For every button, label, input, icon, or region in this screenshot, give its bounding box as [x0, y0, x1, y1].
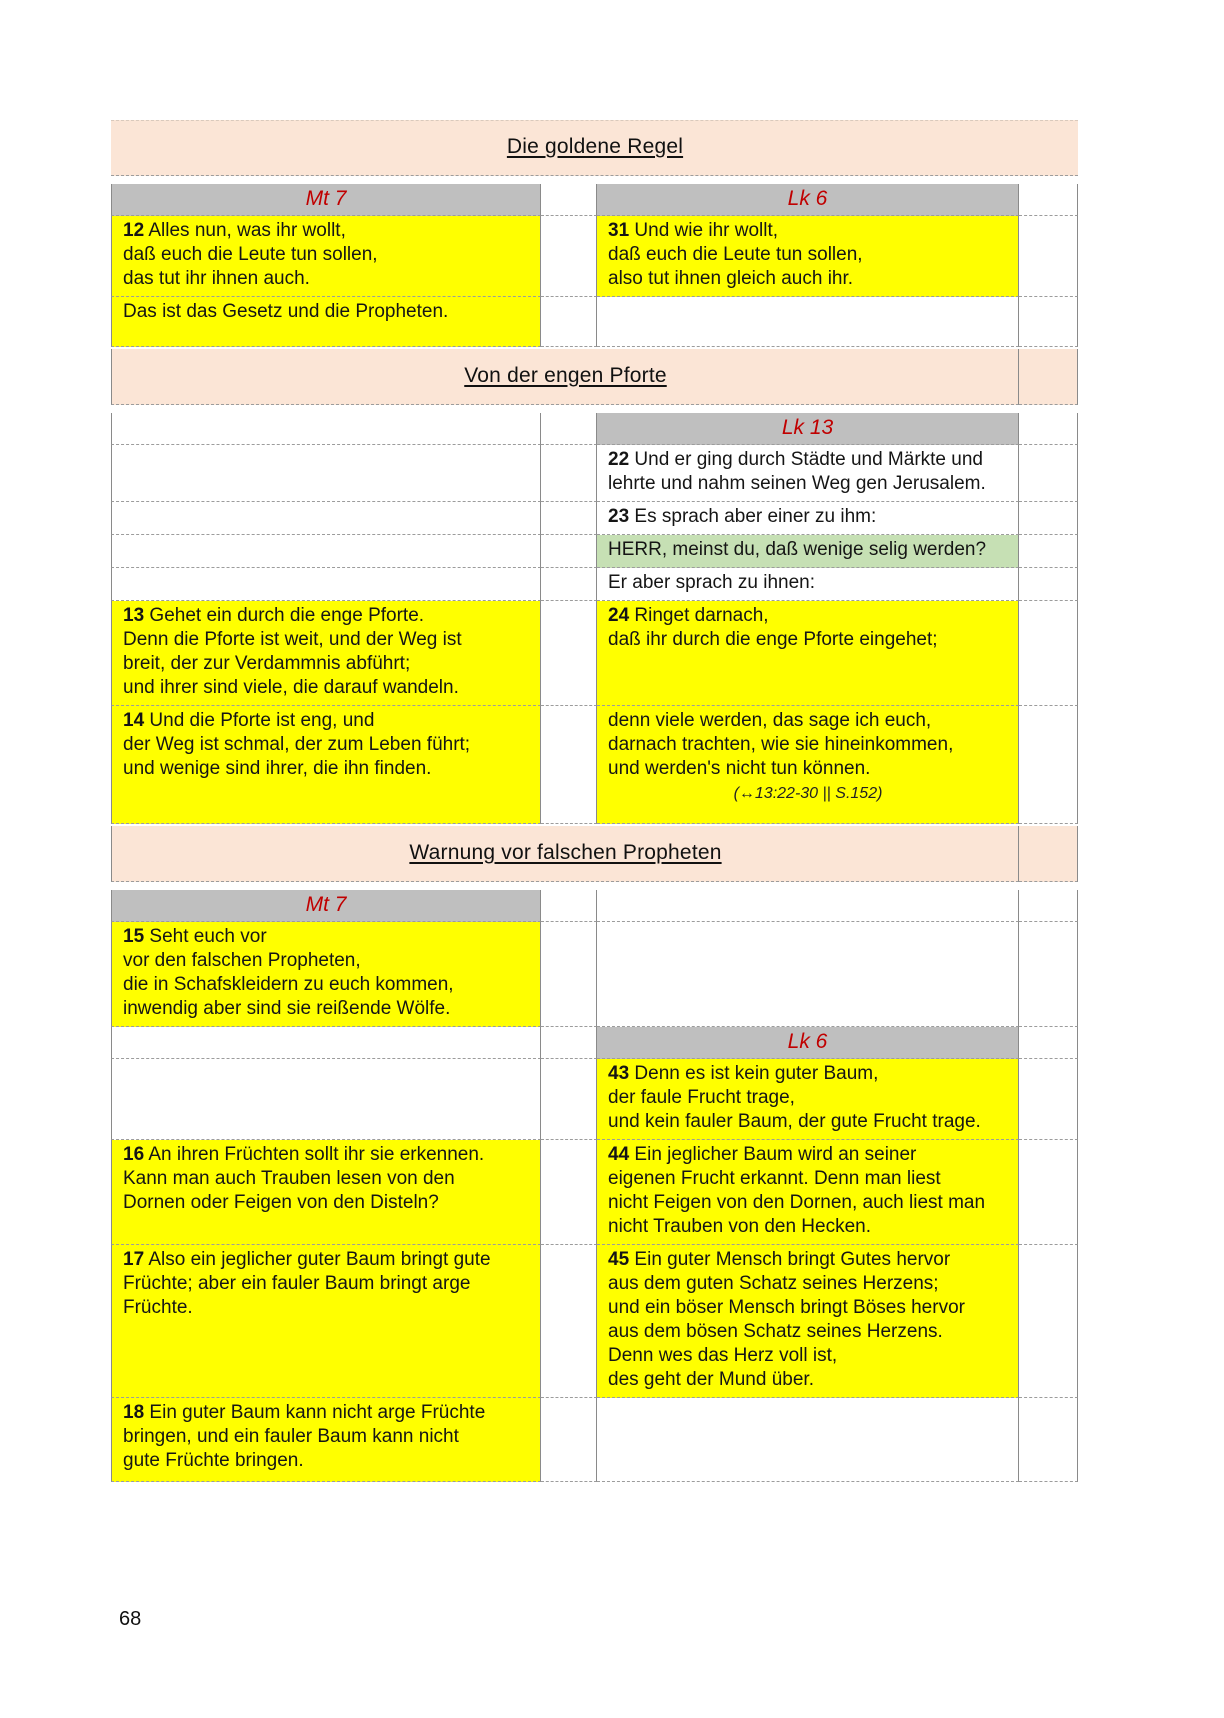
verse-line: [608, 1215, 1008, 1239]
section-title-band: [111, 120, 1078, 176]
verse-text: Denn die Pforte ist weit, und der Weg ist: [123, 629, 462, 650]
verse-line: [123, 1449, 530, 1473]
verse-number: 13: [123, 605, 145, 626]
verse-line: [123, 1296, 530, 1320]
gap-cell: [541, 1398, 597, 1482]
gap-cell: [541, 890, 597, 922]
verse-text: Und wie ihr wollt,: [634, 220, 779, 241]
verse-line: [123, 1272, 530, 1296]
margin-cell: [1019, 184, 1078, 216]
verse-line: [123, 1401, 530, 1425]
margin-cell: [1019, 568, 1078, 601]
verse-text: Ein guter Baum kann nicht arge Früchte: [149, 1402, 486, 1423]
table-row: [111, 413, 1078, 445]
verse-text: Früchte; aber ein fauler Baum bringt arge: [123, 1273, 471, 1294]
verse-line: [608, 571, 1008, 595]
verse-text: Denn wes das Herz voll ist,: [608, 1345, 838, 1366]
verse-text: aus dem guten Schatz seines Herzens;: [608, 1273, 939, 1294]
margin-cell: [1019, 216, 1078, 297]
margin-cell: [1019, 1398, 1078, 1482]
verse-line: [608, 1143, 1008, 1167]
empty-cell: [111, 568, 541, 601]
verse-text: des geht der Mund über.: [608, 1369, 814, 1390]
empty-cell: [111, 1059, 541, 1140]
verse-line: [608, 505, 1008, 529]
verse-cell: [597, 568, 1019, 601]
verse-text: Gehet ein durch die enge Pforte.: [149, 605, 425, 626]
table-row: [111, 1059, 1078, 1140]
verse-line: [123, 949, 530, 973]
verse-line: [123, 604, 530, 628]
verse-text: eigenen Frucht erkannt. Denn man liest: [608, 1168, 941, 1189]
verse-cell: [597, 706, 1019, 824]
verse-line: [123, 628, 530, 652]
verse-line: [608, 1248, 1008, 1272]
verse-text: denn viele werden, das sage ich euch,: [608, 710, 932, 731]
verse-text: darnach trachten, wie sie hineinkommen,: [608, 734, 954, 755]
empty-cell: [111, 535, 541, 568]
empty-cell: [597, 1398, 1019, 1482]
verse-line: [608, 1086, 1008, 1110]
verse-text: Dornen oder Feigen von den Disteln?: [123, 1192, 439, 1213]
verse-number: 15: [123, 926, 145, 947]
verse-number: 44: [608, 1144, 630, 1165]
verse-number: 31: [608, 220, 630, 241]
verse-line: [608, 1062, 1008, 1086]
verse-text: daß ihr durch die enge Pforte eingehet;: [608, 629, 938, 650]
verse-line: [123, 676, 530, 700]
verse-line: [608, 1368, 1008, 1392]
verse-cell: [111, 1140, 541, 1245]
section-title: Von der engen Pforte: [464, 363, 667, 387]
verse-text: Das ist das Gesetz und die Propheten.: [123, 301, 449, 322]
table-row: [111, 297, 1078, 347]
verse-text: nicht Trauben von den Hecken.: [608, 1216, 872, 1237]
verse-number: 17: [123, 1249, 145, 1270]
gap-cell: [541, 1027, 597, 1059]
verse-number: 24: [608, 605, 630, 626]
verse-text: vor den falschen Propheten,: [123, 950, 361, 971]
column-header-cell: [597, 184, 1019, 216]
table-row: [111, 535, 1078, 568]
verse-text: daß euch die Leute tun sollen,: [123, 244, 378, 265]
verse-text: Alles nun, was ihr wollt,: [148, 220, 346, 241]
verse-line: [123, 733, 530, 757]
verse-line: [123, 219, 530, 243]
verse-cell: [597, 502, 1019, 535]
margin-cell: [1019, 922, 1078, 1027]
margin-cell: [1019, 349, 1078, 405]
synopsis-table: [111, 118, 1078, 1482]
verse-number: 14: [123, 710, 145, 731]
margin-cell: [1019, 890, 1078, 922]
verse-text: An ihren Früchten sollt ihr sie erkennen.: [148, 1144, 485, 1165]
verse-text: das tut ihr ihnen auch.: [123, 268, 310, 289]
column-header: Mt 7: [305, 892, 347, 916]
verse-line: [123, 997, 530, 1021]
verse-text: daß euch die Leute tun sollen,: [608, 244, 863, 265]
margin-cell: [1019, 1059, 1078, 1140]
verse-number: 43: [608, 1063, 630, 1084]
verse-line: [608, 1344, 1008, 1368]
table-row: [111, 706, 1078, 824]
verse-text: und ihrer sind viele, die darauf wandeln.: [123, 677, 459, 698]
verse-line: [608, 1320, 1008, 1344]
empty-cell: [597, 890, 1019, 922]
column-header: Lk 6: [787, 186, 828, 210]
verse-cell: [597, 445, 1019, 502]
verse-text: Und die Pforte ist eng, und: [149, 710, 375, 731]
verse-line: [608, 472, 1008, 496]
verse-text: Denn es ist kein guter Baum,: [634, 1063, 879, 1084]
verse-line: [608, 243, 1008, 267]
verse-cell: [111, 1398, 541, 1482]
column-header: Lk 13: [781, 415, 834, 439]
margin-cell: [1019, 297, 1078, 347]
verse-number: 16: [123, 1144, 145, 1165]
verse-line: [608, 709, 1008, 733]
table-row: [111, 1398, 1078, 1482]
verse-cell: [597, 1059, 1019, 1140]
verse-text: breit, der zur Verdammnis abführt;: [123, 653, 411, 674]
verse-line: [123, 1191, 530, 1215]
column-header-cell: [597, 413, 1019, 445]
verse-line: [123, 973, 530, 997]
table-row: [111, 1245, 1078, 1398]
column-header-cell: [597, 1027, 1019, 1059]
verse-line: [608, 757, 1008, 781]
verse-line: [608, 1110, 1008, 1134]
table-row: [111, 349, 1078, 405]
gap-cell: [541, 922, 597, 1027]
column-header-cell: [111, 890, 541, 922]
gap-cell: [541, 1059, 597, 1140]
empty-cell: [111, 413, 541, 445]
verse-line: [123, 267, 530, 291]
gap-cell: [541, 706, 597, 824]
empty-cell: [597, 297, 1019, 347]
verse-line: [608, 1272, 1008, 1296]
table-row: [111, 890, 1078, 922]
margin-cell: [1019, 502, 1078, 535]
verse-text: Ringet darnach,: [634, 605, 769, 626]
margin-cell: [1019, 1245, 1078, 1398]
gap-cell: [541, 445, 597, 502]
verse-line: [123, 243, 530, 267]
verse-text: gute Früchte bringen.: [123, 1450, 304, 1471]
verse-cell: [111, 297, 541, 347]
table-row: [111, 120, 1078, 176]
verse-line: [608, 219, 1008, 243]
verse-cell: [597, 1140, 1019, 1245]
verse-text: Also ein jeglicher guter Baum bringt gute: [148, 1249, 491, 1270]
margin-cell: [1019, 535, 1078, 568]
verse-text: Früchte.: [123, 1297, 193, 1318]
verse-text: HERR, meinst du, daß wenige selig werden?: [608, 539, 987, 560]
verse-line: [123, 925, 530, 949]
verse-line: [123, 1248, 530, 1272]
gap-cell: [541, 297, 597, 347]
verse-number: 22: [608, 449, 630, 470]
empty-cell: [111, 445, 541, 502]
verse-line: [123, 757, 530, 781]
verse-line: [123, 1425, 530, 1449]
margin-cell: [1019, 445, 1078, 502]
margin-cell: [1019, 1027, 1078, 1059]
verse-text: aus dem bösen Schatz seines Herzens.: [608, 1321, 943, 1342]
verse-cell: [111, 706, 541, 824]
verse-text: und werden's nicht tun können.: [608, 758, 871, 779]
verse-line: [608, 448, 1008, 472]
margin-cell: [1019, 706, 1078, 824]
column-header: Lk 6: [787, 1029, 828, 1053]
verse-text: inwendig aber sind sie reißende Wölfe.: [123, 998, 451, 1019]
gap-cell: [541, 1245, 597, 1398]
verse-cell: [111, 922, 541, 1027]
gap-cell: [541, 413, 597, 445]
table-row: [111, 445, 1078, 502]
verse-number: 18: [123, 1402, 145, 1423]
verse-line: [123, 1167, 530, 1191]
gap-cell: [541, 184, 597, 216]
verse-cell: [111, 601, 541, 706]
verse-text: Er aber sprach zu ihnen:: [608, 572, 816, 593]
verse-text: Ein jeglicher Baum wird an seiner: [634, 1144, 917, 1165]
verse-line: [608, 1191, 1008, 1215]
verse-line: [608, 1296, 1008, 1320]
verse-number: 23: [608, 506, 630, 527]
verse-text: nicht Feigen von den Dornen, auch liest man: [608, 1192, 986, 1213]
verse-text: Kann man auch Trauben lesen von den: [123, 1168, 455, 1189]
table-row: [111, 184, 1078, 216]
gap-cell: [541, 502, 597, 535]
gap-cell: [541, 568, 597, 601]
verse-text: Und er ging durch Städte und Märkte und: [634, 449, 983, 470]
section-title: Warnung vor falschen Propheten: [409, 840, 722, 864]
verse-text: und ein böser Mensch bringt Böses hervor: [608, 1297, 965, 1318]
table-row: [111, 601, 1078, 706]
verse-text: und wenige sind ihrer, die ihn finden.: [123, 758, 432, 779]
gap-cell: [541, 601, 597, 706]
verse-cell: [597, 216, 1019, 297]
table-row: [111, 502, 1078, 535]
verse-line: [123, 709, 530, 733]
verse-cell: [111, 216, 541, 297]
verse-line: [608, 604, 1008, 628]
verse-text: und kein fauler Baum, der gute Frucht trage.: [608, 1111, 981, 1132]
table-row: [111, 568, 1078, 601]
verse-text: der faule Frucht trage,: [608, 1087, 795, 1108]
verse-text: bringen, und ein fauler Baum kann nicht: [123, 1426, 459, 1447]
section-title-band: [111, 349, 1019, 405]
page-number: 68: [119, 1608, 142, 1630]
verse-line: [608, 733, 1008, 757]
verse-cell: [111, 1245, 541, 1398]
verse-text: Es sprach aber einer zu ihm:: [634, 506, 877, 527]
verse-cell: [597, 535, 1019, 568]
verse-line: [123, 1143, 530, 1167]
table-row: [111, 922, 1078, 1027]
margin-cell: [1019, 601, 1078, 706]
empty-cell: [597, 922, 1019, 1027]
verse-text: Seht euch vor: [149, 926, 267, 947]
margin-cell: [1019, 413, 1078, 445]
gap-cell: [541, 535, 597, 568]
verse-text: also tut ihnen gleich auch ihr.: [608, 268, 854, 289]
section-title: Die goldene Regel: [506, 135, 684, 158]
verse-line: [608, 1167, 1008, 1191]
verse-cell: [597, 601, 1019, 706]
verse-number: 45: [608, 1249, 630, 1270]
column-header: Mt 7: [305, 186, 347, 210]
verse-text: lehrte und nahm seinen Weg gen Jerusalem.: [608, 473, 986, 494]
verse-line: [123, 652, 530, 676]
verse-line: [608, 628, 1008, 652]
margin-cell: [1019, 1140, 1078, 1245]
verse-text: der Weg ist schmal, der zum Leben führt;: [123, 734, 471, 755]
empty-cell: [111, 502, 541, 535]
section-title-band: [111, 826, 1019, 882]
cross-reference: (↔13:22-30 || S.152): [733, 785, 883, 802]
table-row: [111, 1140, 1078, 1245]
verse-cell: [597, 1245, 1019, 1398]
verse-line: [123, 300, 530, 324]
table-row: [111, 216, 1078, 297]
gap-cell: [541, 216, 597, 297]
table-row: [111, 826, 1078, 882]
gap-cell: [541, 1140, 597, 1245]
verse-text: Ein guter Mensch bringt Gutes hervor: [634, 1249, 951, 1270]
table-row: [111, 1027, 1078, 1059]
verse-text: die in Schafskleidern zu euch kommen,: [123, 974, 454, 995]
verse-line: [608, 267, 1008, 291]
empty-cell: [111, 1027, 541, 1059]
column-header-cell: [111, 184, 541, 216]
margin-cell: [1019, 826, 1078, 882]
verse-line: [608, 538, 1008, 562]
verse-number: 12: [123, 220, 145, 241]
